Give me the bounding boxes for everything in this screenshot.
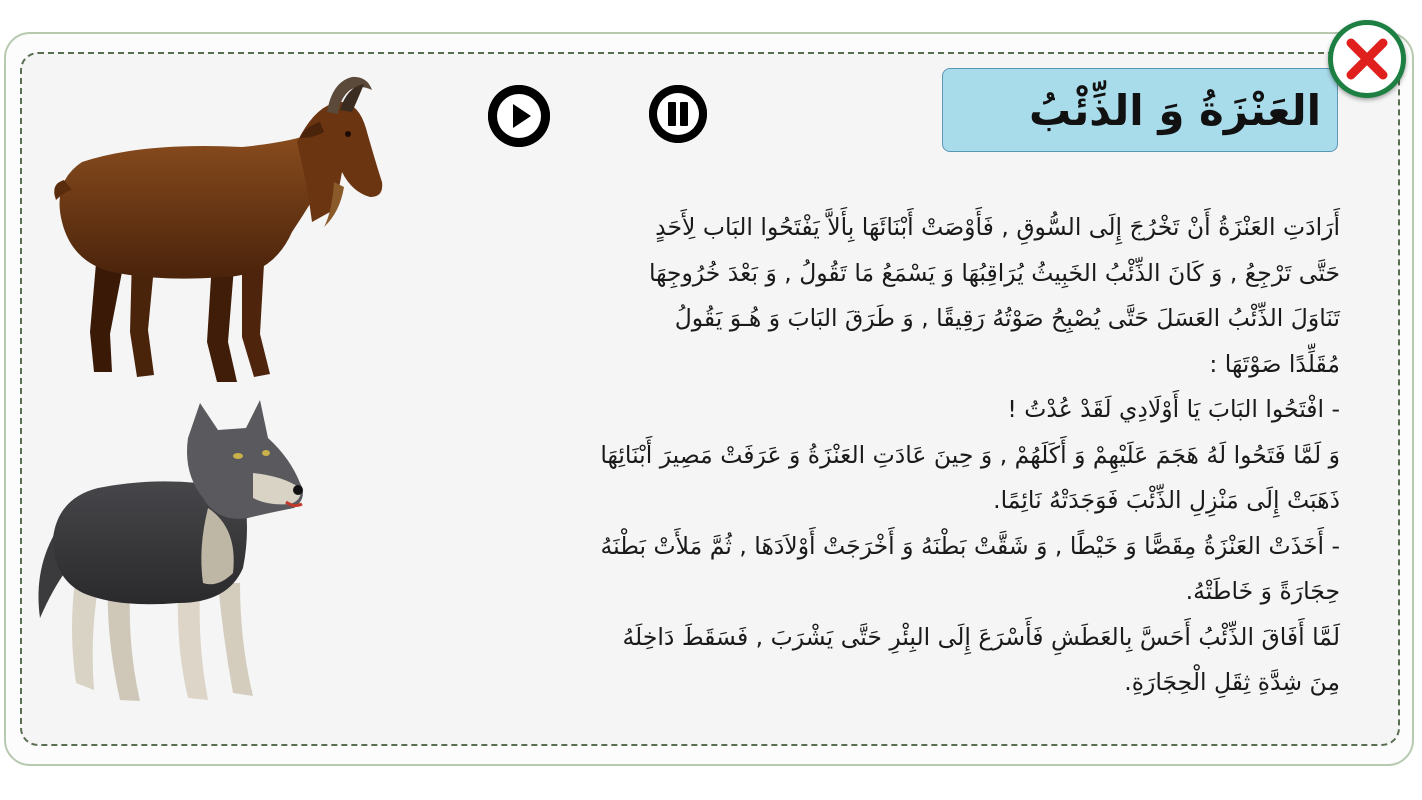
- story-line: حِجَارَةً وَ خَاطَتْهُ.: [1185, 577, 1340, 605]
- story-line: - أَخَذَتْ العَنْزَةُ مِقَصًّا وَ خَيْطًا , وَ شَقَّتْ بَطْنَهُ وَ أَخْرَجَتْ أَوْلاَدَهَا , ثُمَّ مَلأَتْ بَطْنَهُ: [600, 531, 1340, 560]
- story-line: مِنَ شِدَّةِ ثِقَلِ الْحِجَارَةِ.: [1124, 668, 1340, 696]
- story-line: - افْتَحُوا البَابَ يَا أَوْلَادِي لَقَدْ عُدْتُ !: [1007, 395, 1340, 423]
- pause-button[interactable]: [649, 85, 707, 143]
- story-line: تَنَاوَلَ الذِّئْبُ العَسَلَ حَتَّى يُصْبِحُ صَوْتُهُ رَقِيقًا , وَ طَرَقَ البَابَ وَ هُـوَ يَقُولُ: [674, 304, 1340, 332]
- pause-icon: [649, 85, 707, 143]
- story-line: أَرَادَتِ العَنْزَةُ أَنْ تَخْرُجَ إِلَى السُّوقِ , فَأَوْصَتْ أَبْنَائَهَا بِأَلاَّ يَفْتَحُوا البَاب لِأَحَدٍ: [655, 213, 1340, 241]
- story-text: [440, 205, 1340, 706]
- close-icon: [1333, 25, 1401, 93]
- story-line: مُقَلِّدًا صَوْتَهَا :: [1209, 349, 1340, 378]
- play-icon: [488, 85, 550, 147]
- page-title: العَنْزَةُ وَ الذِّئْبُ: [1029, 85, 1321, 135]
- play-button[interactable]: [488, 85, 550, 147]
- story-line: لَمَّا أَفَاقَ الذِّئْبُ أَحَسَّ بِالعَطَشِ فَأَسْرَعَ إِلَى البِئْرِ حَتَّى يَشْرَبَ , فَسَقَطَ دَاخِلَهُ: [622, 622, 1340, 651]
- wolf-illustration: [28, 398, 312, 710]
- goat-illustration: [42, 72, 387, 392]
- title-banner: [942, 68, 1338, 152]
- close-button[interactable]: [1328, 20, 1406, 98]
- story-line: وَ لَمَّا فَتَحُوا لَهُ هَجَمَ عَلَيْهِمْ وَ أَكَلَهُمْ , وَ حِينَ عَادَتِ العَنْزَةُ وَ عَرَفَتْ مَصِيرَ أَبْنَائِهَا: [600, 440, 1340, 469]
- story-line: حَتَّى تَرْجِعُ , وَ كَانَ الذِّئْبُ الخَبِيثُ يُرَاقِبُهَا وَ يَسْمَعُ مَا تَقُولُ , وَ بَعْدَ خُرُوجِهَا: [648, 258, 1340, 287]
- story-line: ذَهَبَتْ إِلَى مَنْزِلِ الذِّئْبَ فَوَجَدَتْهُ نَائِمًا.: [993, 486, 1340, 514]
